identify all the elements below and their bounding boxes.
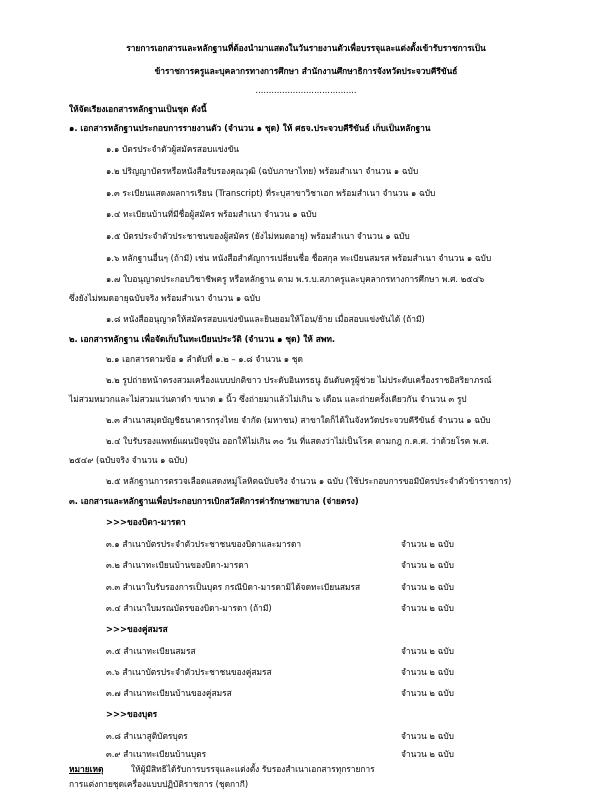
item-2-4-line-2: ๒๕๔๙ (ฉบับจริง จำนวน ๑ ฉบับ) — [69, 455, 188, 465]
title-line-1: รายการเอกสารและหลักฐานที่ต้องนำมาแสดงในวันรายงานตัวเพื่อบรรจุและแต่งตั้งเข้ารับราชการเป็น — [126, 43, 486, 53]
section-2-heading: ๒. เอกสารหลักฐาน เพื่อจัดเก็บในทะเบียนประวัติ (จำนวน ๑ ชุด) ให้ สพท. — [69, 334, 336, 344]
item-2-5: ๒.๕ หลักฐานการตรวจเลือดแสดงหมู่โลหิตฉบับจริง จำนวน ๑ ฉบับ (ใช้ประกอบการขอมีบัตรประจำตัวข้าราชการ) — [106, 476, 512, 486]
section-1-heading: ๑. เอกสารหลักฐานประกอบการรายงานตัว (จำนวน ๑ ชุด) ให้ ศธจ.ประจวบคีรีขันธ์ เก็บเป็นหลักฐาน — [69, 123, 431, 133]
title-line-2: ข้าราชการครูและบุคลากรทางการศึกษา สำนักงานศึกษาธิการจังหวัดประจวบคีรีขันธ์ — [154, 66, 458, 76]
title-dots: ...................................... — [255, 85, 357, 95]
item-1-4: ๑.๔ ทะเบียนบ้านที่มีชื่อผู้สมัคร พร้อมสำเนา จำนวน ๑ ฉบับ — [106, 209, 317, 219]
remark-label: หมายเหตุ — [69, 764, 104, 774]
group-parents-label: >>>ของบิดา-มารดา — [106, 517, 186, 527]
item-3-6-qty: จำนวน ๒ ฉบับ — [401, 667, 454, 677]
item-3-5-qty: จำนวน ๒ ฉบับ — [401, 646, 454, 656]
section-3-heading: ๓. เอกสารและหลักฐานเพื่อประกอบการเบิกสวัสดิการค่ารักษาพยาบาล (จ่ายตรง) — [69, 496, 359, 506]
item-2-2-line-2: ไม่สวมหมวกและไม่สวมแว่นตาดำ ขนาด ๑ นิ้ว ซึ่งถ่ายมาแล้วไม่เกิน ๖ เดือน และถ่ายครั้งเดียวกัน จำนวน ๓ รูป — [69, 394, 467, 404]
item-1-1: ๑.๑ บัตรประจำตัวผู้สมัครสอบแข่งขัน — [106, 144, 240, 154]
item-3-1: ๓.๑ สำเนาบัตรประจำตัวประชาชนของบิดาและมารดา — [106, 539, 302, 549]
item-1-6: ๑.๖ หลักฐานอื่นๆ (ถ้ามี) เช่น หนังสือสำคัญการเปลี่ยนชื่อ ชื่อสกุล ทะเบียนสมรส พร้อมสำเนา จำนวน ๑ ฉบับ — [106, 253, 492, 263]
item-1-5: ๑.๕ บัตรประจำตัวประชาชนของผู้สมัคร (ยังไม่หมดอายุ) พร้อมสำเนา จำนวน ๑ ฉบับ — [106, 231, 410, 241]
item-1-2: ๑.๒ ปริญญาบัตรหรือหนังสือรับรองคุณวุฒิ (ฉบับภาษาไทย) พร้อมสำเนา จำนวน ๑ ฉบับ — [106, 166, 419, 176]
item-3-4: ๓.๔ สำเนาใบมรณบัตรของบิดา-มารดา (ถ้ามี) — [106, 603, 272, 613]
remark-line-2: การแต่งกายชุดเครื่องแบบปฏิบัติราชการ (ชุดกากี) — [69, 779, 249, 789]
item-3-7: ๓.๗ สำเนาทะเบียนบ้านของคู่สมรส — [106, 688, 232, 698]
item-3-9-qty: จำนวน ๒ ฉบับ — [401, 749, 454, 759]
group-spouse-label: >>>ของคู่สมรส — [106, 624, 168, 634]
item-3-3: ๓.๓ สำเนาใบรับรองการเป็นบุตร กรณีบิดา-มารดามิได้จดทะเบียนสมรส — [106, 582, 361, 592]
item-3-4-qty: จำนวน ๒ ฉบับ — [401, 603, 454, 613]
item-3-2-qty: จำนวน ๒ ฉบับ — [401, 560, 454, 570]
item-3-8: ๓.๘ สำเนาสูติบัตรบุตร — [106, 731, 188, 741]
item-2-1: ๒.๑ เอกสารตามข้อ ๑ ลำดับที่ ๑.๒ – ๑.๘ จำนวน ๑ ชุด — [106, 354, 303, 364]
item-1-7-line-1: ๑.๗ ใบอนุญาตประกอบวิชาชีพครู หรือหลักฐาน ตาม พ.ร.บ.สภาครูและบุคลากรทางการศึกษา พ.ศ. ๒๕๔๖ — [106, 274, 485, 284]
item-3-2: ๓.๒ สำเนาทะเบียนบ้านของบิดา-มารดา — [106, 560, 249, 570]
item-3-6: ๓.๖ สำเนาบัตรประจำตัวประชาชนของคู่สมรส — [106, 667, 272, 677]
item-3-8-qty: จำนวน ๒ ฉบับ — [401, 731, 454, 741]
item-3-1-qty: จำนวน ๒ ฉบับ — [401, 539, 454, 549]
item-1-3: ๑.๓ ระเบียนแสดงผลการเรียน (Transcript) ที่ระบุสาขาวิชาเอก พร้อมสำเนา จำนวน ๑ ฉบับ — [106, 188, 436, 198]
group-children-label: >>>ของบุตร — [106, 709, 158, 719]
item-2-4-line-1: ๒.๔ ใบรับรองแพทย์แผนปัจจุบัน ออกให้ไม่เกิน ๓๐ วัน ที่แสดงว่าไม่เป็นโรค ตามกฎ ก.ค.ศ. ว่าด้วยโรค พ.ศ. — [106, 436, 490, 446]
item-2-3: ๒.๓ สำเนาสมุดบัญชีธนาคารกรุงไทย จำกัด (มหาชน) สาขาใดก็ได้ในจังหวัดประจวบคีรีขันธ์ จำนวน ๑ ฉบับ — [106, 415, 491, 425]
item-3-9: ๓.๙ สำเนาทะเบียนบ้านบุตร — [106, 749, 207, 759]
intro-text: ให้จัดเรียงเอกสารหลักฐานเป็นชุด ดังนี้ — [69, 104, 207, 114]
item-3-7-qty: จำนวน ๒ ฉบับ — [401, 688, 454, 698]
item-1-8: ๑.๘ หนังสืออนุญาตให้สมัครสอบแข่งขันและยินยอมให้โอน/ย้าย เมื่อสอบแข่งขันได้ (ถ้ามี) — [106, 314, 425, 324]
item-3-5: ๓.๕ สำเนาทะเบียนสมรส — [106, 646, 196, 656]
item-2-2-line-1: ๒.๒ รูปถ่ายหน้าตรงสวมเครื่องแบบปกติขาว ประดับอินทรธนู อันดับครูผู้ช่วย ไม่ประดับเครื่องราชอิสริยาภรณ์ — [106, 375, 492, 385]
remark-line-1: ให้ผู้มีสิทธิได้รับการบรรจุและแต่งตั้ง รับรองสำเนาเอกสารทุกรายการ — [131, 764, 375, 774]
item-1-7-line-2: ซึ่งยังไม่หมดอายุฉบับจริง พร้อมสำเนา จำนวน ๑ ฉบับ — [69, 293, 261, 303]
item-3-3-qty: จำนวน ๒ ฉบับ — [401, 582, 454, 592]
